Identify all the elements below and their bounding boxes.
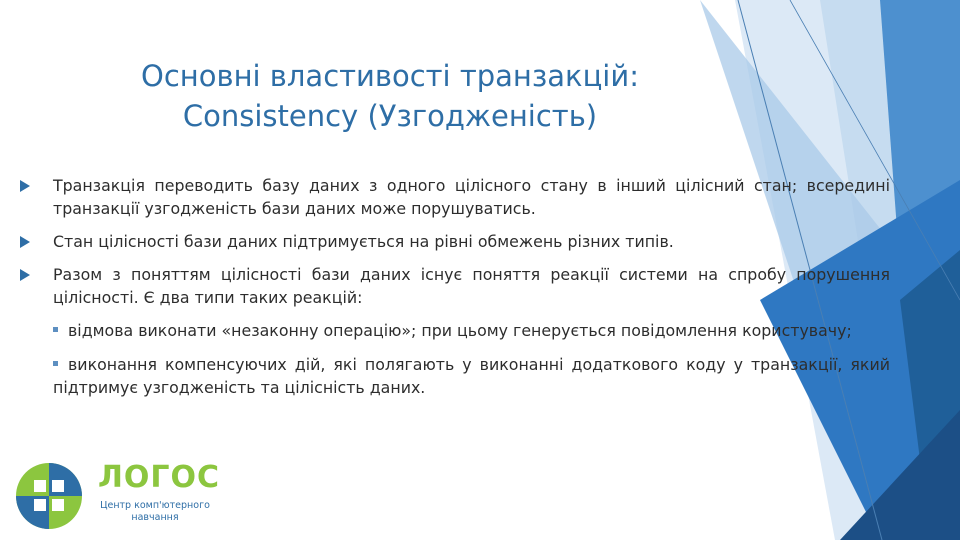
bullet-item xyxy=(20,174,890,220)
logos-wordmark: ЛОГОС xyxy=(98,460,221,495)
sub-bullet-item xyxy=(20,319,890,342)
sub-bullet-text: виконання компенсуючих дій, які полягають у виконанні додаткового коду у транзакції, який підтримує узгодженість та цілісність даних. xyxy=(53,355,890,397)
bullet-arrow-icon xyxy=(20,269,30,281)
title-line-1: Основні властивості транзакцій: xyxy=(141,59,639,93)
title-line-2: Consistency (Узгодженість) xyxy=(182,99,598,133)
sub-bullet-text: відмова виконати «незаконну операцію»; при цьому генерується повідомлення користувачу; xyxy=(68,321,852,340)
bullet-item xyxy=(20,230,890,253)
sub-bullet-item xyxy=(20,353,890,399)
logos-tagline: Центр комп'ютерного навчання xyxy=(100,500,210,523)
bullet-text: Транзакція переводить базу даних з одного цілісного стану в інший цілісний стан; всередині транзакції узгодженість бази даних може порушуватись. xyxy=(53,176,890,218)
bullet-arrow-icon xyxy=(20,180,30,192)
slide-title xyxy=(60,56,720,136)
bullet-text: Разом з поняттям цілісності бази даних існує поняття реакції системи на спробу порушення цілісності. Є два типи таких реакцій: xyxy=(53,265,890,307)
bullet-item xyxy=(20,263,890,309)
logos-logo xyxy=(14,458,221,536)
bullet-arrow-icon xyxy=(20,236,30,248)
square-bullet-icon xyxy=(53,361,58,366)
square-bullet-icon xyxy=(53,327,58,332)
logos-globe-icon xyxy=(14,458,84,534)
slide-body xyxy=(20,174,890,410)
bullet-text: Стан цілісності бази даних підтримується на рівні обмежень різних типів. xyxy=(53,232,674,251)
